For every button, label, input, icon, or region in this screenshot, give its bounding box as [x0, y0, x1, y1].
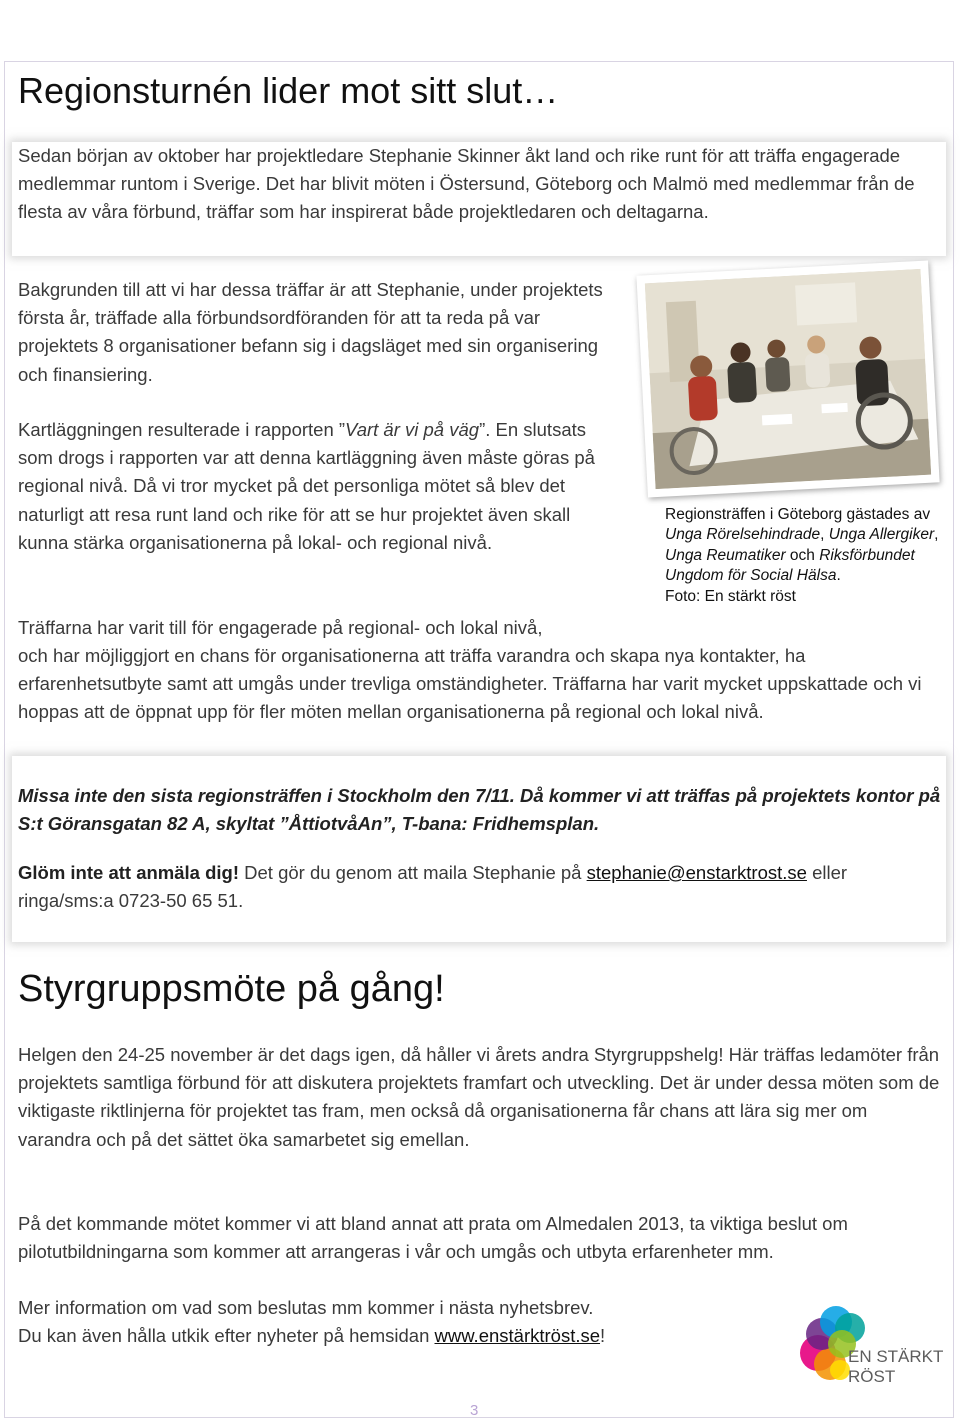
meetings-paragraph: och har möjliggjort en chans för organisationerna att träffa varandra och skapa nya kontakter, ha erfarenhetsutbyte samt att umgås under trevliga omständigheter. Träffarna har varit mycket uppskattade och vi hoppas att de öppnat upp för fler möten mellan organisationerna på regional och lokal nivå.	[18, 645, 922, 723]
signup-paragraph	[18, 859, 943, 915]
mapping-text-rest: ”. En slutsats som drogs i rapporten var att denna kartläggning även måste göras på regional nivå. Då vi tror mycket på det personliga mötet så blev det naturligt att resa runt land och rike för att se hur projektet även skall kunna stärka organisationerna på lokal- och regional nivå.	[18, 419, 595, 553]
background-paragraph: Bakgrunden till att vi har dessa träffar är att Stephanie, under projektets första år, träffade alla förbundsordföranden för att ta reda på var projektets 8 organisationer befann sig i dagsläget med sin organisering och finansiering.	[18, 279, 603, 385]
photo-credit: Foto: En stärkt röst	[665, 587, 796, 605]
meeting-photo	[636, 261, 939, 498]
signup-reminder: Glöm inte att anmäla dig!	[18, 862, 239, 883]
caption-separator: ,	[820, 526, 829, 544]
signup-text: Det gör du genom att maila Stephanie på	[239, 862, 587, 883]
caption-org-3: Unga Reumatiker	[665, 546, 786, 564]
page-header-band	[4, 4, 954, 62]
caption-separator: och	[785, 546, 820, 564]
mapping-text-start: Kartläggningen resulterade i rapporten ”	[18, 419, 346, 440]
photo-caption	[665, 505, 950, 607]
intro-paragraph: Sedan början av oktober har projektledare Stephanie Skinner åkt land och rike runt för att träffa engagerade medlemmar runtom i Sverige. Det har blivit möten i Östersund, Göteborg och Malmö med medlemmar från de flesta av våra förbund, träffar som har inspirerat både projektledaren och deltagarna.	[18, 145, 915, 223]
website-end: !	[600, 1325, 606, 1347]
steering-group-paragraph: Helgen den 24-25 november är det dags igen, då håller vi årets andra Styrgruppshelg! Här träffas ledamöter från projektets samtliga förbund för att diskutera projektets framfart och utveckling. Det är under dessa möten som de viktigaste riktlinjerna för projektet tas fram, men också då organisationerna får chans att lära sig mer om varandra och på det sättet öka samarbetet sig emellan.	[18, 1044, 940, 1150]
logo-text-line2: RÖST	[848, 1367, 896, 1386]
caption-text: Regionsträffen i Göteborg gästades av	[665, 506, 931, 523]
last-meeting-notice: Missa inte den sista regionsträffen i Stockholm den 7/11. Då kommer vi att träffas på projektets kontor på S:t Göransgatan 82 A, skyltat ”ÅttiotvåAn”, T-bana: Fridhemsplan.	[18, 785, 941, 835]
caption-separator: ,	[934, 526, 939, 544]
report-title: Vart är vi på väg	[345, 419, 480, 440]
meetings-first-line: Träffarna har varit till för engagerade på regional- och lokal nivå,	[18, 617, 543, 638]
logo-text-line1: EN STÄRKT	[848, 1347, 944, 1366]
meeting-photo-image	[645, 269, 931, 489]
caption-org-2: Unga Allergiker	[828, 526, 935, 544]
website-text: Du kan även hålla utkik efter nyheter på hemsidan	[18, 1325, 435, 1347]
website-link[interactable]: www.enstärktröst.se	[434, 1325, 601, 1347]
caption-org-4: Riksförbundet Ungdom för Social Hälsa	[665, 546, 915, 585]
more-info-paragraph	[18, 1294, 788, 1350]
more-info-text: Mer information om vad som beslutas mm kommer i nästa nyhetsbrev.	[18, 1297, 594, 1318]
section-title-styrgrupp: Styrgruppsmöte på gång!	[18, 968, 445, 1010]
en-starkt-rost-logo	[796, 1298, 946, 1388]
page-number: 3	[470, 1402, 479, 1419]
mapping-paragraph	[18, 416, 623, 557]
caption-org-1: Unga Rörelsehindrade	[665, 526, 821, 544]
logo-graphic	[796, 1298, 946, 1388]
almedalen-paragraph: På det kommande mötet kommer vi att bland annat att prata om Almedalen 2013, ta viktiga beslut om pilotutbildningarna som kommer att arrangeras i vår och umgås och utbyta erfarenheter mm.	[18, 1213, 848, 1263]
section-title-regionsturne: Regionsturnén lider mot sitt slut…	[18, 70, 559, 111]
caption-end: .	[836, 567, 841, 585]
email-link[interactable]: stephanie@enstarktrost.se	[586, 862, 807, 883]
phone-text: eller ringa/sms:a 0723-50 65 51.	[18, 862, 848, 912]
